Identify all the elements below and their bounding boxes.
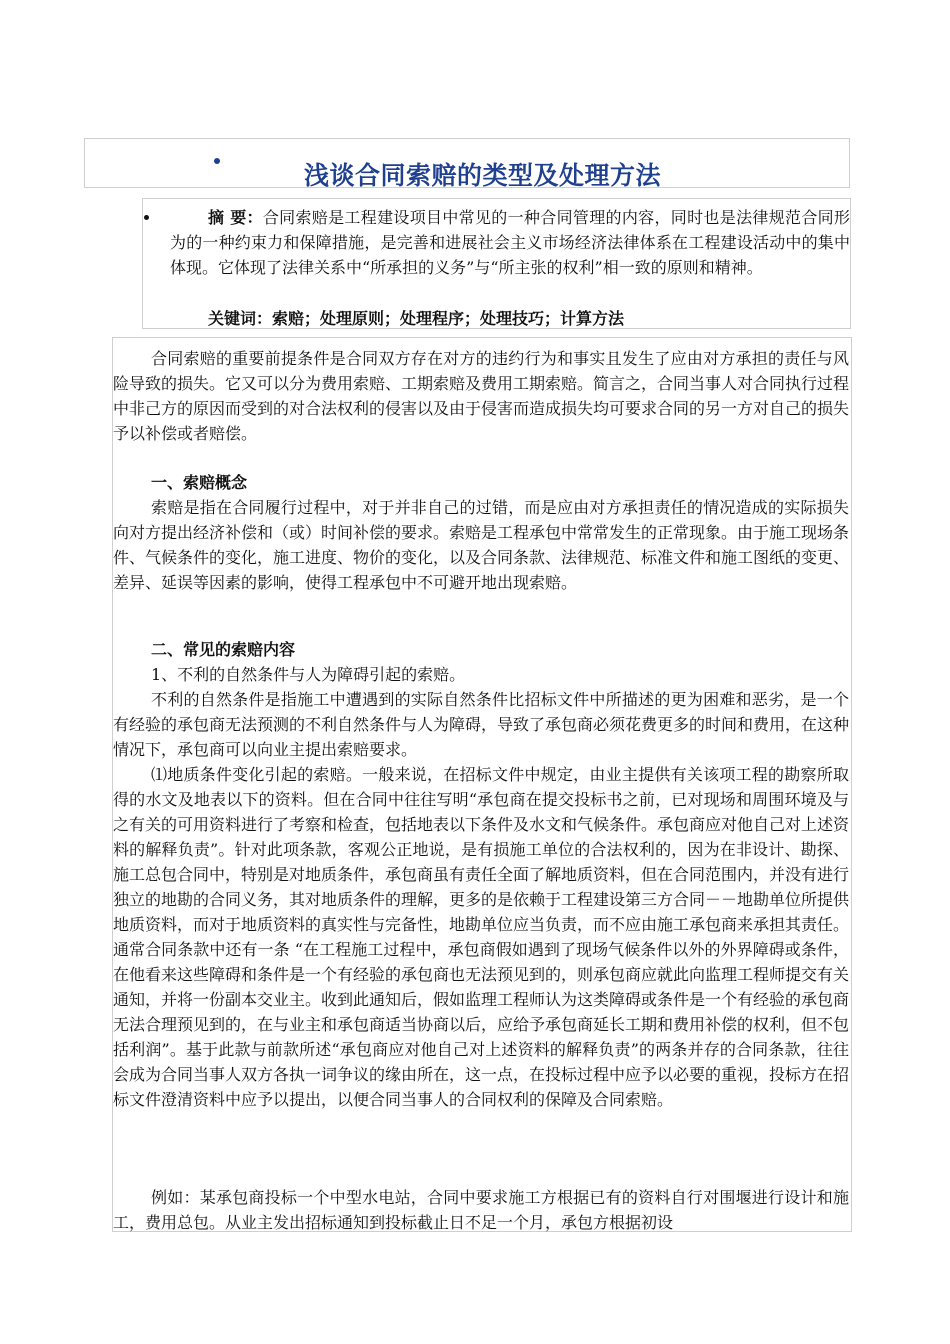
page-title: 浅谈合同索赔的类型及处理方法	[304, 161, 662, 190]
section1-paragraph: 索赔是指在合同履行过程中，对于并非自己的过错，而是应由对方承担责任的情况造成的实际损失向对方提出经济补偿和（或）时间补偿的要求。索赔是工程承包中常常发生的正常现象。由于施工现场条件、气候条件的变化，施工进度、物价的变化，以及合同条款、法律规范、标准文件和施工图纸的变更、差异、延误等因素的影响，使得工程承包中不可避开地出现索赔。	[113, 498, 850, 592]
abstract-text: 合同索赔是工程建设项目中常见的一种合同管理的内容，同时也是法律规范合同形为的一种约束力和保障措施，是完善和进展社会主义市场经济法律体系在工程建设活动中的集中体现。它体现了法律关系中“所承担的义务”与“所主张的权利”相一致的原则和精神。	[170, 208, 850, 277]
abstract	[170, 205, 850, 280]
item1-heading: 1、不利的自然条件与人为障碍引起的索赔。	[151, 665, 466, 684]
section2-heading: 二、常见的索赔内容	[151, 640, 296, 659]
section1-heading: 一、索赔概念	[151, 473, 248, 492]
example-paragraph: 例如：某承包商投标一个中型水电站，合同中要求施工方根据已有的资料自行对围堰进行设计和施工，费用总包。从业主发出招标通知到投标截止日不足一个月，承包方根据初设	[113, 1188, 849, 1232]
intro-paragraph: 合同索赔的重要前提条件是合同双方存在对方的违约行为和事实且发生了应由对方承担的责任与风险导致的损失。它又可以分为费用索赔、工期索赔及费用工期索赔。简言之，合同当事人对合同执行过程中非己方的原因而受到的对合法权利的侵害以及由于侵害而造成损失均可要求合同的另一方对自己的损失予以补偿或者赔偿。	[113, 349, 850, 443]
item1-paragraph: 不利的自然条件是指施工中遭遇到的实际自然条件比招标文件中所描述的更为困难和恶劣，是一个有经验的承包商无法预测的不利自然条件与人为障碍，导致了承包商必须花费更多的时间和费用，在这种情况下，承包商可以向业主提出索赔要求。	[113, 690, 850, 759]
keywords: 关键词：索赔；处理原则；处理程序；处理技巧；计算方法	[208, 309, 625, 328]
title-bullet-icon	[214, 158, 220, 164]
sub1-paragraph: ⑴地质条件变化引起的索赔。一般来说，在招标文件中规定，由业主提供有关该项工程的勘察所取得的水文及地表以下的资料。但在合同中往往写明“承包商在提交投标书之前，已对现场和周围环境及与之有关的可用资料进行了考察和检查，包括地表以下条件及水文和气候条件。承包商应对他自己对上述资料的解释负责”。针对此项条款，客观公正地说，是有损施工单位的合法权利的，因为在非设计、勘探、施工总包合同中，特别是对地质条件，承包商虽有责任全面了解地质资料，但在合同范围内，并没有进行独立的地勘的合同义务，其对地质条件的理解，更多的是依赖于工程建设第三方合同－－地勘单位所提供地质资料，而对于地质资料的真实性与完备性，地勘单位应当负责，而不应由施工承包商来承担其责任。通常合同条款中还有一条 “在工程施工过程中，承包商假如遇到了现场气候条件以外的外界障碍或条件，在他看来这些障碍和条件是一个有经验的承包商也无法预见到的，则承包商应就此向监理工程师提交有关通知，并将一份副本交业主。收到此通知后，假如监理工程师认为这类障碍或条件是一个有经验的承包商无法合理预见到的，在与业主和承包商适当协商以后，应给予承包商延长工期和费用补偿的权利，但不包括利润”。基于此款与前款所述“承包商应对他自己对上述资料的解释负责”的两条并存的合同条款，往往会成为合同当事人双方各执一词争议的缘由所在，这一点，在投标过程中应予以必要的重视，投标方在招标文件澄清资料中应予以提出，以便合同当事人的合同权利的保障及合同索赔。	[113, 765, 850, 1109]
abstract-bullet-icon	[144, 215, 149, 220]
abstract-label: 摘 要：	[208, 208, 263, 227]
